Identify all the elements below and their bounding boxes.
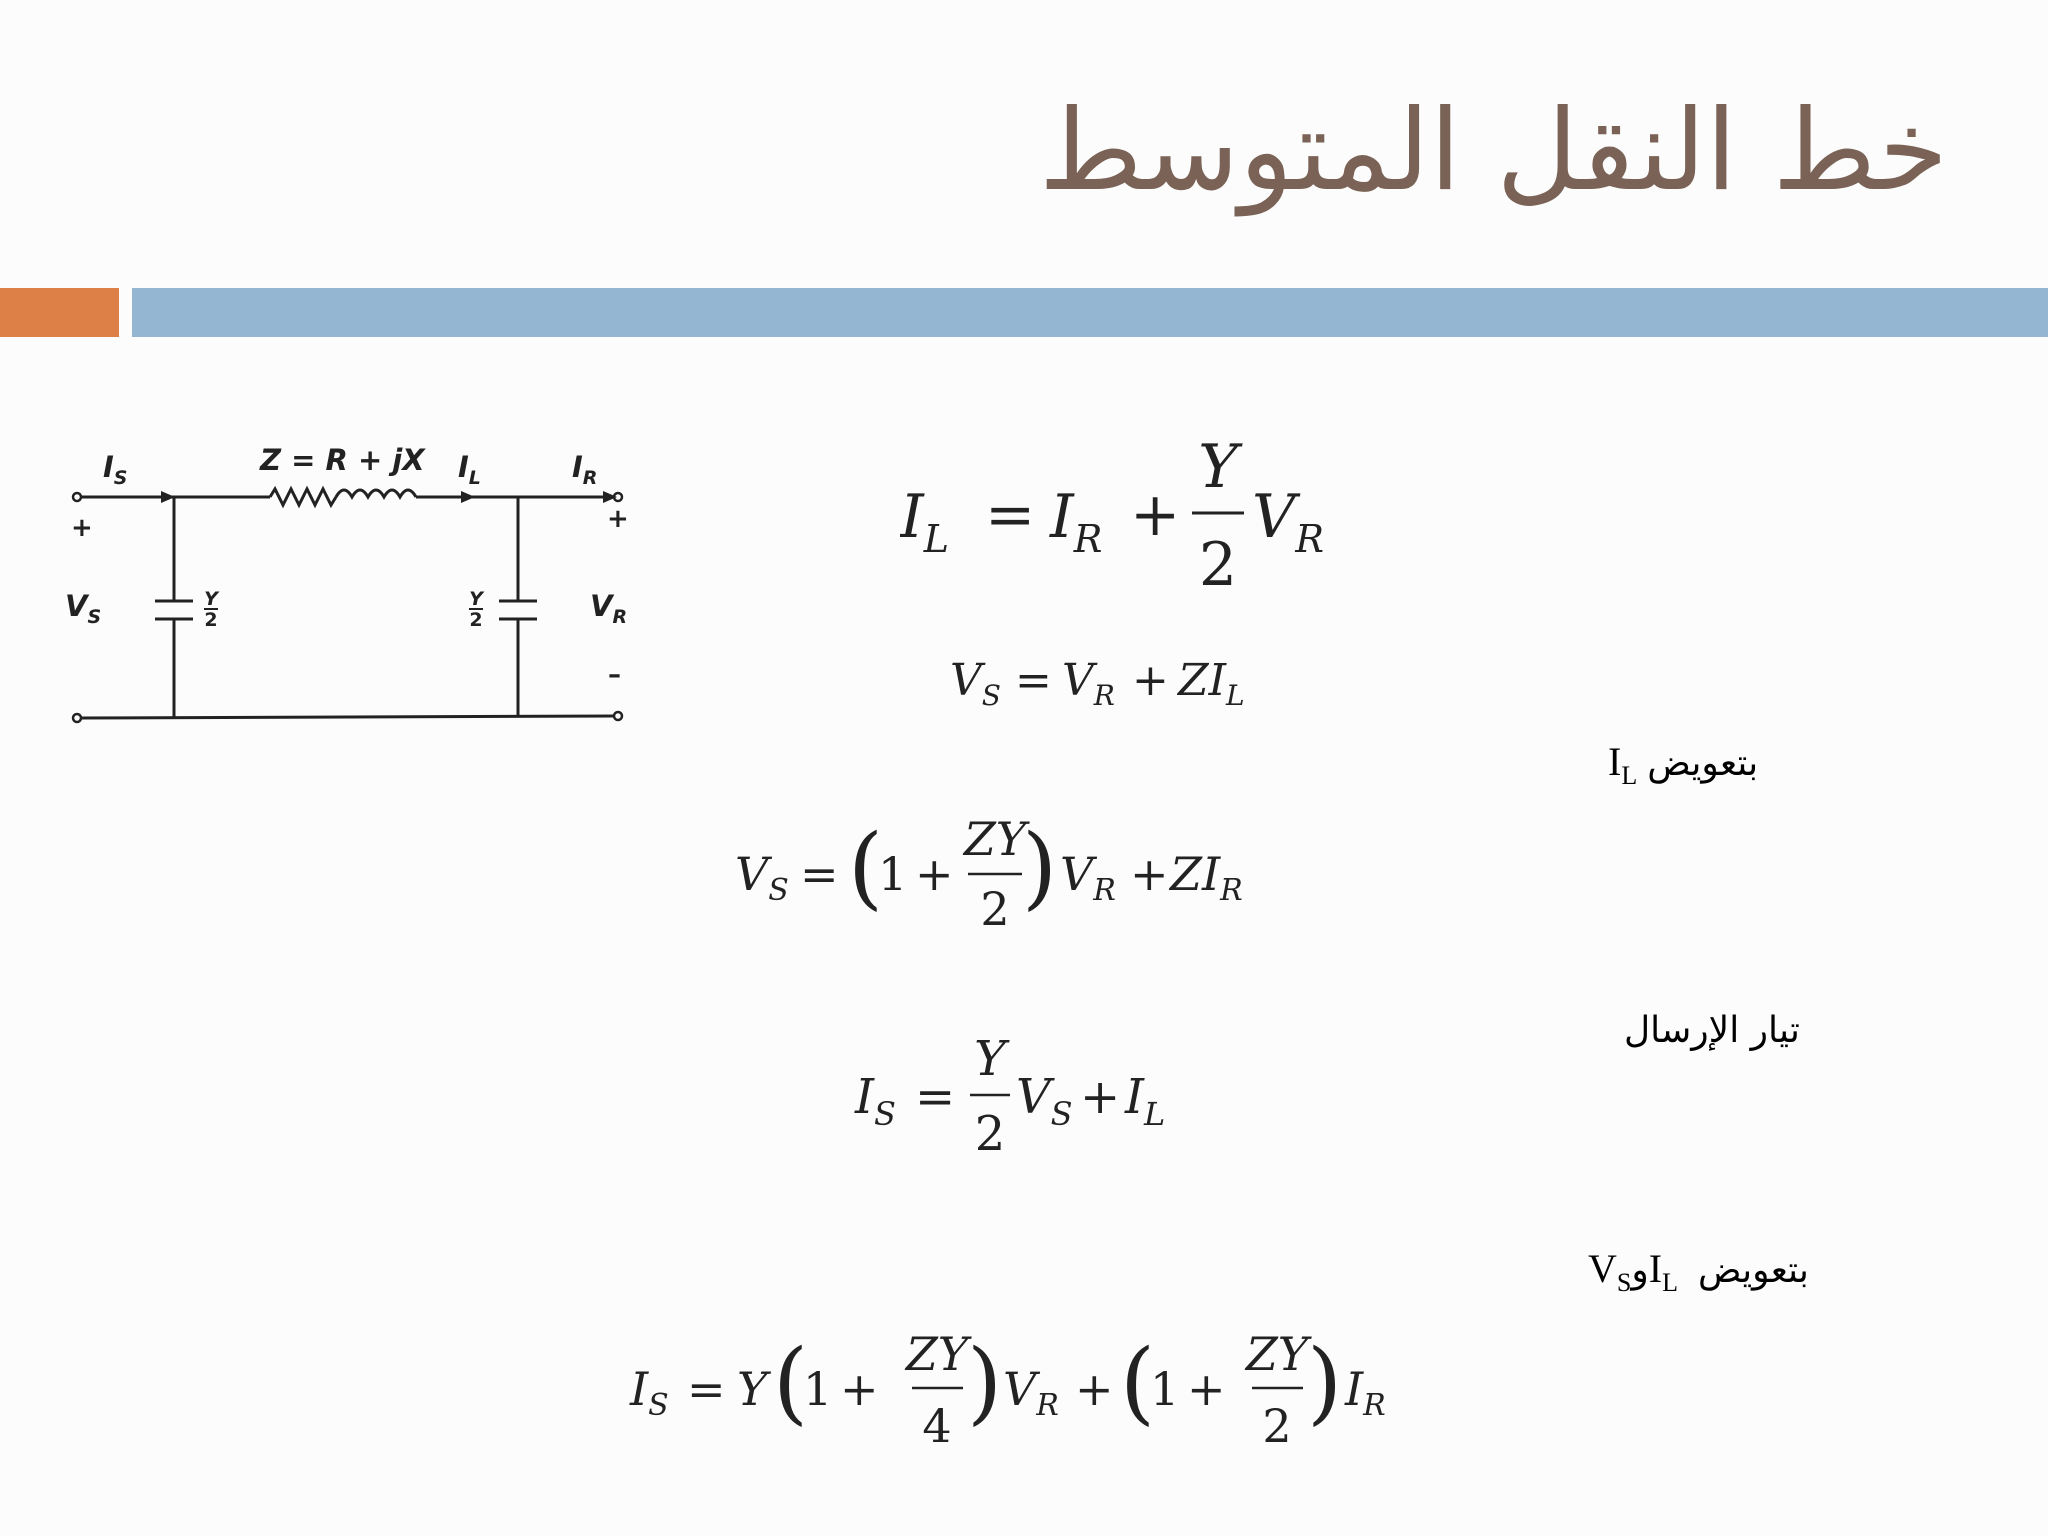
svg-text:1: 1 xyxy=(878,847,908,901)
svg-text:(: ( xyxy=(1120,1330,1156,1435)
svg-text:+: + xyxy=(1132,655,1169,706)
svg-text:+: + xyxy=(915,847,954,901)
impedance-label: Z = R + jX xyxy=(260,443,425,477)
svg-text:IL: $I_L$ xyxy=(458,450,481,489)
svg-text:IR: $I_R$ xyxy=(1345,1362,1386,1423)
svg-text:VS: $V_S$ xyxy=(65,589,102,628)
svg-text:VS: $V_S$ xyxy=(1016,1069,1073,1133)
svg-text:VS: $V_S$ xyxy=(950,655,1001,712)
svg-text:(: ( xyxy=(773,1330,809,1435)
svg-text:2: 2 xyxy=(204,609,218,631)
svg-text:–: – xyxy=(608,660,621,690)
svg-text:Y: Y xyxy=(737,1362,768,1416)
svg-text:IS: $I_S$ xyxy=(630,1362,669,1423)
svg-text:ZY: ZY xyxy=(963,812,1027,866)
equation-is-full xyxy=(625,1320,1405,1460)
equation-vs-full xyxy=(730,810,1260,940)
svg-text:ZY: ZY xyxy=(905,1327,969,1381)
svg-text:IR: $I_R$ xyxy=(1050,482,1103,561)
svg-text:+: + xyxy=(1130,847,1169,901)
svg-text:Y: Y xyxy=(974,1031,1006,1087)
bottom-wire xyxy=(80,716,615,718)
svg-text:IL: $I_L$ xyxy=(1125,1069,1166,1133)
svg-text:=: = xyxy=(1015,655,1052,706)
svg-text:IS: $I_S$ xyxy=(855,1069,896,1133)
svg-text:VR: $V_R$ xyxy=(1062,655,1115,712)
svg-text:1: 1 xyxy=(1150,1362,1180,1416)
resistor-symbol xyxy=(270,489,336,505)
svg-text:IR: $I_R$ xyxy=(572,450,598,489)
svg-text:=: = xyxy=(915,1069,956,1125)
svg-text:+: + xyxy=(607,504,629,534)
terminal-top-left xyxy=(73,493,81,501)
svg-text:2: 2 xyxy=(1262,1399,1292,1453)
svg-text:): ) xyxy=(1307,1330,1343,1435)
header-bar xyxy=(132,288,2048,337)
svg-text:+: + xyxy=(1075,1362,1114,1416)
svg-text:): ) xyxy=(1022,815,1058,920)
svg-text:VR: $V_R$ xyxy=(590,589,628,628)
note-substitute-il: $I_L$ بتعويض xyxy=(1608,739,1759,790)
svg-text:+: + xyxy=(71,513,93,543)
equation-is-short xyxy=(850,1020,1190,1170)
terminal-bottom-left xyxy=(73,714,81,722)
arrow-il xyxy=(461,491,475,503)
svg-text:2: 2 xyxy=(974,1106,1006,1162)
note-sending-current: تيار الإرسال xyxy=(1624,1010,1800,1051)
svg-text:+: + xyxy=(840,1362,879,1416)
equation-il xyxy=(900,425,1340,600)
svg-text:(: ( xyxy=(848,815,884,920)
svg-text:=: = xyxy=(985,480,1036,550)
accent-bar xyxy=(0,288,119,337)
svg-text:IS: $I_S$ xyxy=(103,450,128,489)
svg-text:4: 4 xyxy=(922,1399,952,1453)
svg-text:=: = xyxy=(687,1362,726,1416)
svg-text:ZY: ZY xyxy=(1245,1327,1309,1381)
svg-text:2: 2 xyxy=(1198,530,1238,600)
svg-text:VR: $V_R$ xyxy=(1252,482,1324,561)
svg-text:=: = xyxy=(800,847,839,901)
svg-text:Y: Y xyxy=(1198,432,1238,502)
svg-text:+: + xyxy=(1187,1362,1226,1416)
svg-text:Y: Y xyxy=(469,588,483,610)
svg-text:ZIR: $ZI_R$ xyxy=(1170,847,1243,908)
svg-text:+: + xyxy=(1130,480,1181,550)
svg-text:2: 2 xyxy=(469,609,483,631)
svg-text:VR: $V_R$ xyxy=(1060,847,1116,908)
pi-circuit-diagram xyxy=(55,425,655,750)
svg-text:VR: $V_R$ xyxy=(1003,1362,1059,1423)
svg-text:): ) xyxy=(967,1330,1003,1435)
note-substitute-il-vs: $V_SوI_L$ بتعويض xyxy=(1588,1246,1809,1297)
svg-text:ZIL: $ZI_L$ xyxy=(1178,655,1245,712)
equation-vs-short xyxy=(950,650,1280,720)
slide-title: خط النقل المتوسط xyxy=(1038,86,1948,216)
inductor-symbol xyxy=(336,490,416,497)
svg-text:Y: Y xyxy=(204,588,218,610)
svg-text:IL: $I_L$ xyxy=(900,482,949,561)
svg-text:2: 2 xyxy=(980,882,1010,936)
svg-text:VS: $V_S$ xyxy=(735,847,789,908)
terminal-bottom-right xyxy=(614,712,622,720)
svg-text:1: 1 xyxy=(803,1362,833,1416)
svg-text:+: + xyxy=(1080,1069,1121,1125)
